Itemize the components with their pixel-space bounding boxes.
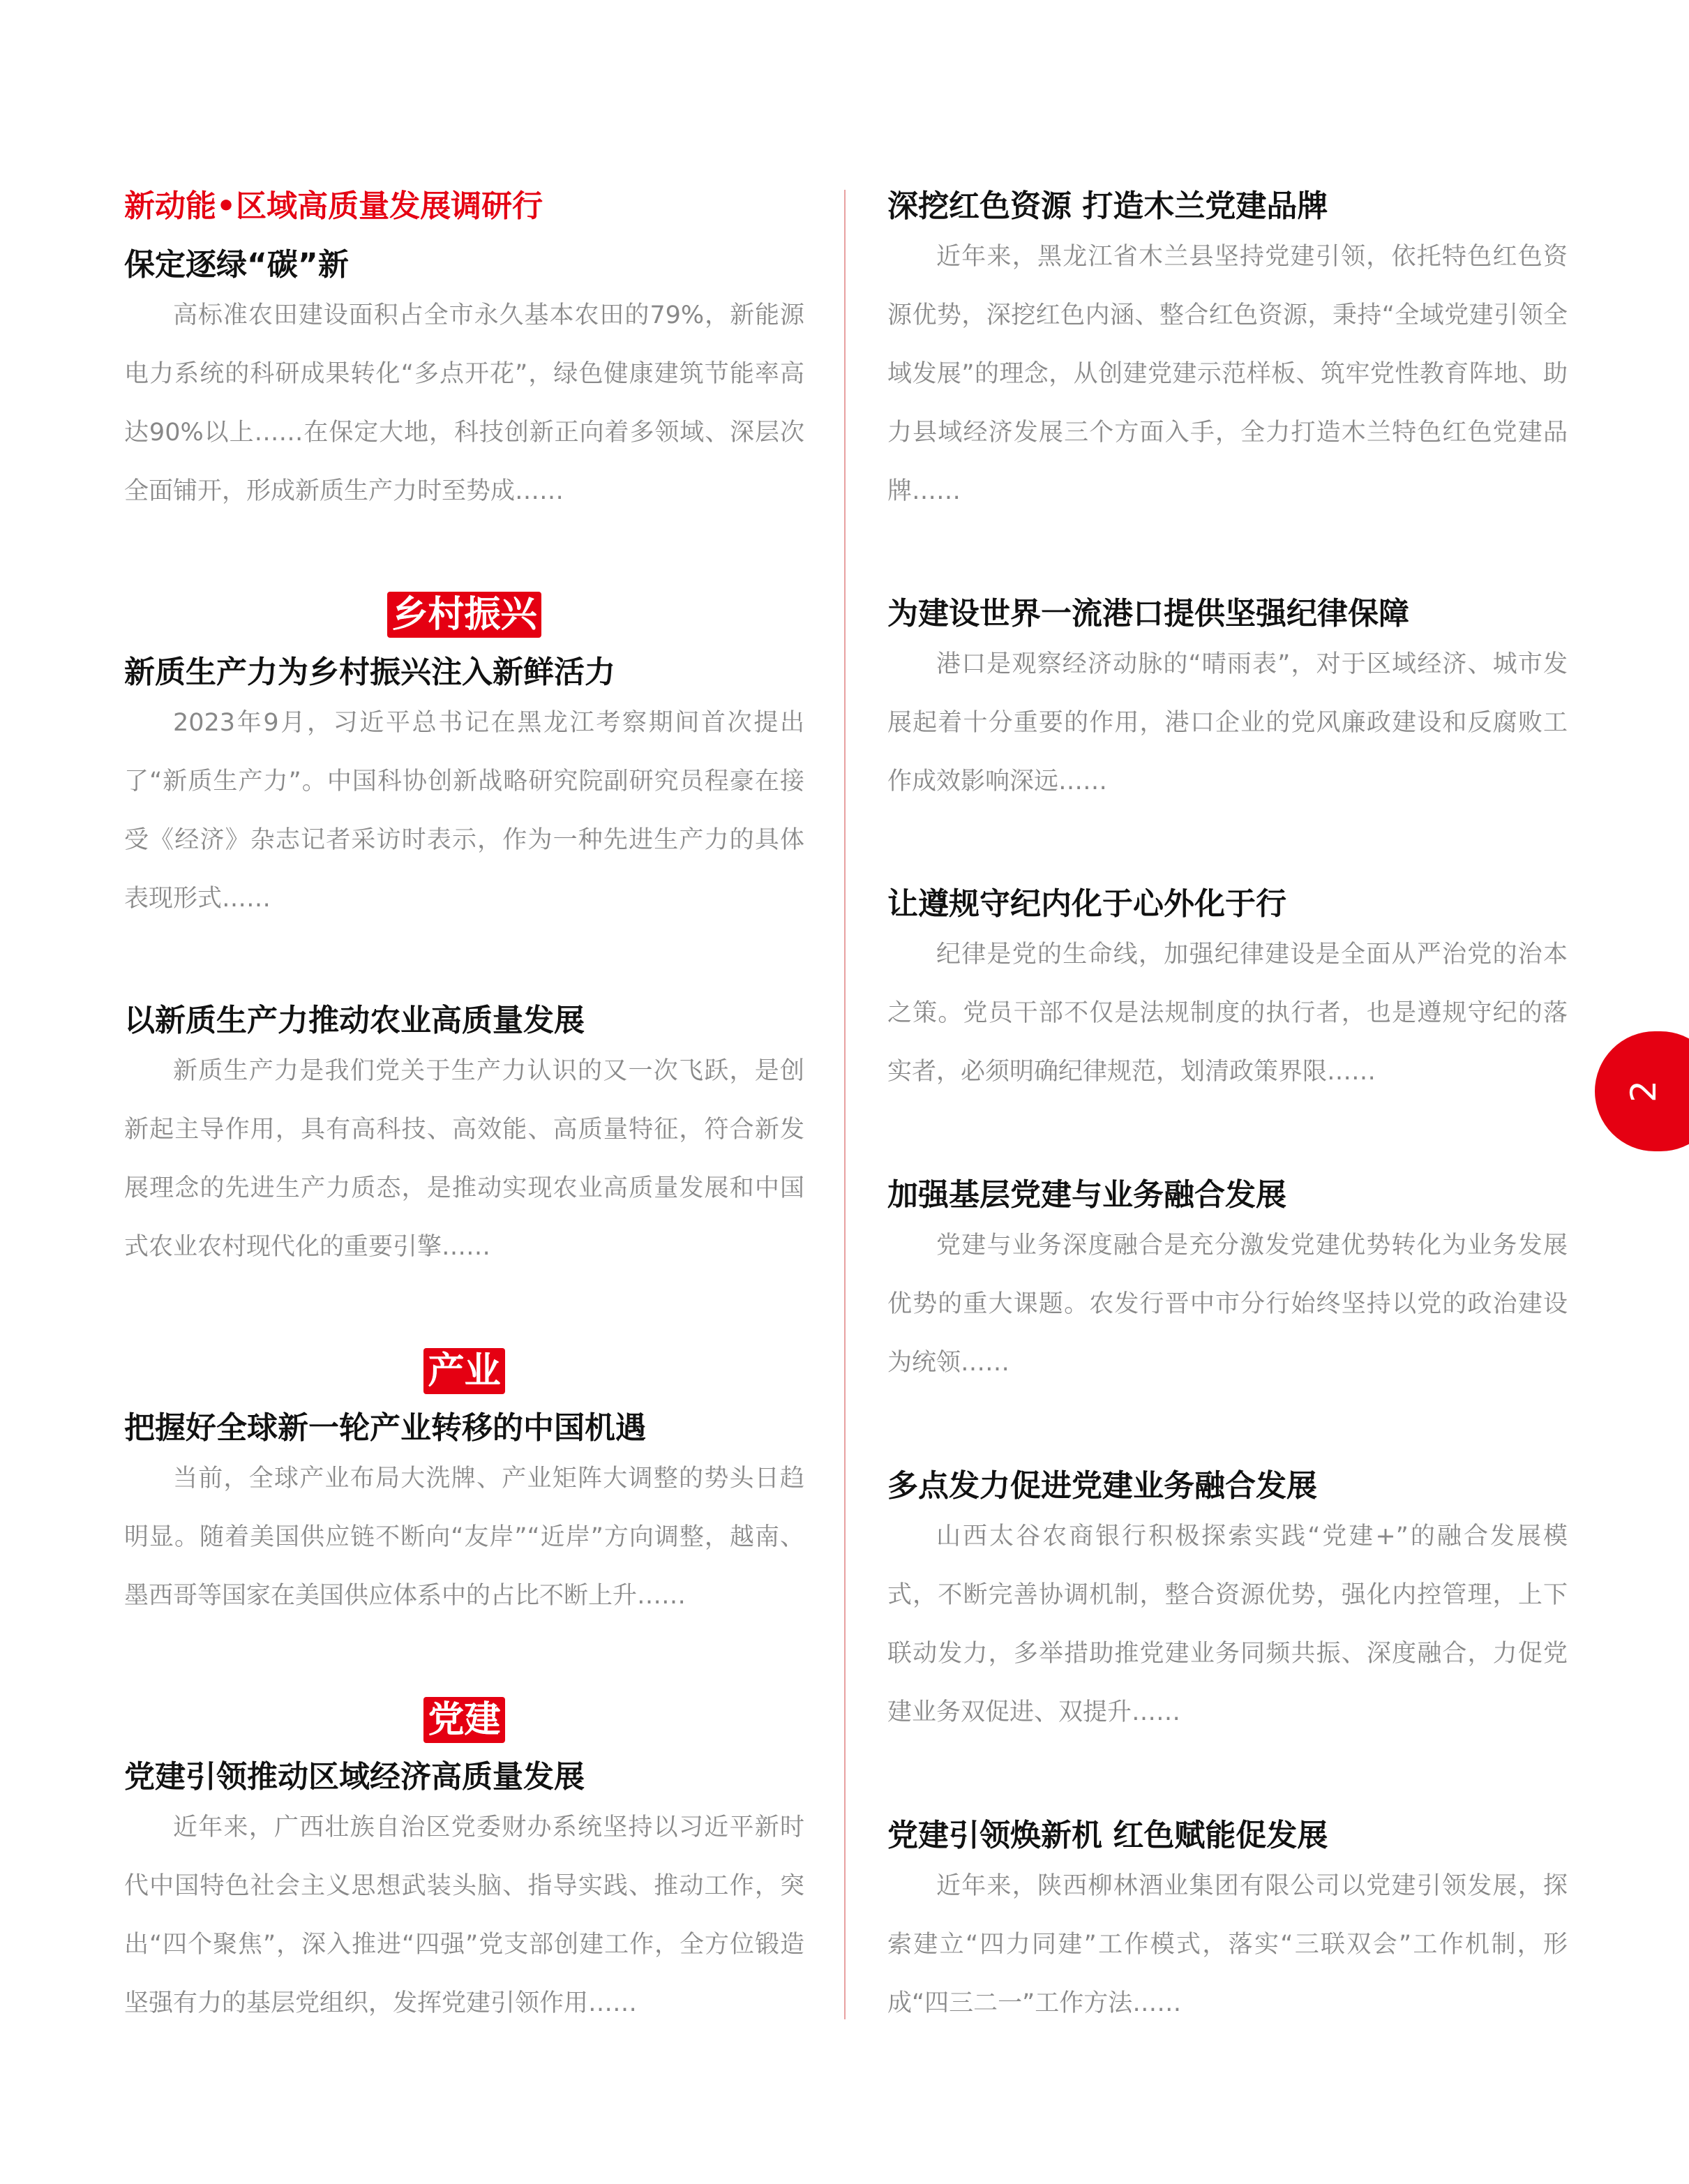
article-title[interactable]: 保定逐绿“碳”新 — [124, 247, 349, 283]
article-port-discipline[interactable] — [887, 593, 1568, 811]
article-title[interactable]: 加强基层党建与业务融合发展 — [887, 1177, 1286, 1213]
article-guangxi[interactable] — [124, 1756, 804, 2033]
article-summary: 近年来，黑龙江省木兰县坚持党建引领，依托特色红色资源优势，深挖红色内涵、整合红色资源，秉持“全域党建引领全域发展”的理念，从创建党建示范样板、筑牢党性教育阵地、助力县域经济发展三个方面入手，全力打造木兰特色红色党建品牌…… — [887, 243, 1568, 505]
section-tag-label: 乡村振兴 — [387, 592, 541, 638]
section-tag-party-building — [124, 1697, 804, 1743]
article-mulan[interactable] — [887, 186, 1568, 521]
article-grassroots[interactable] — [887, 1174, 1568, 1392]
section-tag-label: 党建 — [423, 1697, 504, 1743]
article-summary: 当前，全球产业布局大洗牌、产业矩阵大调整的势头日趋明显。随着美国供应链不断向“友岸”“近岸”方向调整，越南、墨西哥等国家在美国供应体系中的占比不断上升…… — [124, 1465, 804, 1610]
article-summary: 2023年9月，习近平总书记在黑龙江考察期间首次提出了“新质生产力”。中国科协创新战略研究院副研究员程豪在接受《经济》杂志记者采访时表示，作为一种先进生产力的具体表现形式…… — [124, 709, 804, 913]
section-tag-industry — [124, 1348, 804, 1394]
article-title[interactable]: 党建引领焕新机 红色赋能促发展 — [887, 1818, 1328, 1853]
article-summary: 近年来，陕西柳林酒业集团有限公司以党建引领发展，探索建立“四力同建”工作模式，落实“三联双会”工作机制，形成“四三二一”工作方法…… — [887, 1872, 1568, 2017]
article-rural-vitality[interactable] — [124, 652, 804, 928]
page-number-label: 2 — [1623, 1080, 1664, 1102]
column-kicker: 新动能•区域高质量发展调研行 — [124, 188, 543, 224]
article-summary: 近年来，广西壮族自治区党委财办系统坚持以习近平新时代中国特色社会主义思想武装头脑、指导实践、推动工作，突出“四个聚焦”，深入推进“四强”党支部创建工作，全方位锻造坚强有力的基层党组织，发挥党建引领作用…… — [124, 1813, 804, 2017]
article-title[interactable]: 深挖红色资源 打造木兰党建品牌 — [887, 188, 1328, 224]
article-industry-transfer[interactable] — [124, 1407, 804, 1625]
article-discipline[interactable] — [887, 883, 1568, 1101]
article-baoding[interactable] — [124, 244, 804, 521]
article-title[interactable]: 让遵规守纪内化于心外化于行 — [887, 886, 1286, 922]
article-summary: 新质生产力是我们党关于生产力认识的又一次飞跃，是创新起主导作用，具有高科技、高效能、高质量特征，符合新发展理念的先进生产力质态，是推动实现农业高质量发展和中国式农业农村现代化的重要引擎…… — [124, 1057, 804, 1261]
article-summary: 高标准农田建设面积占全市永久基本农田的79%，新能源电力系统的科研成果转化“多点开花”，绿色健康建筑节能率高达90%以上……在保定大地，科技创新正向着多领域、深层次全面铺开，形成新质生产力时至势成…… — [124, 301, 804, 505]
article-title[interactable]: 把握好全球新一轮产业转移的中国机遇 — [124, 1410, 646, 1446]
article-liulin[interactable] — [887, 1815, 1568, 2033]
article-title[interactable]: 党建引领推动区域经济高质量发展 — [124, 1759, 585, 1795]
article-title[interactable]: 为建设世界一流港口提供坚强纪律保障 — [887, 596, 1409, 631]
article-title[interactable]: 新质生产力为乡村振兴注入新鲜活力 — [124, 655, 615, 690]
article-summary: 纪律是党的生命线，加强纪律建设是全面从严治党的治本之策。党员干部不仅是法规制度的执行者，也是遵规守纪的落实者，必须明确纪律规范，划清政策界限…… — [887, 941, 1568, 1086]
article-agriculture[interactable] — [124, 1000, 804, 1276]
section-tag-rural-revitalization — [124, 592, 804, 638]
column-divider — [844, 190, 846, 2019]
section-tag-label: 产业 — [423, 1348, 504, 1394]
article-summary: 港口是观察经济动脉的“晴雨表”，对于区域经济、城市发展起着十分重要的作用，港口企业的党风廉政建设和反腐败工作成效影响深远…… — [887, 650, 1568, 795]
article-title[interactable]: 以新质生产力推动农业高质量发展 — [124, 1003, 585, 1038]
article-title[interactable]: 多点发力促进党建业务融合发展 — [887, 1468, 1317, 1504]
page-number — [1623, 1051, 1665, 1132]
article-summary: 山西太谷农商银行积极探索实践“党建+”的融合发展模式，不断完善协调机制，整合资源优势，强化内控管理，上下联动发力，多举措助推党建业务同频共振、深度融合，力促党建业务双促进、双提升…… — [887, 1523, 1568, 1726]
article-summary: 党建与业务深度融合是充分激发党建优势转化为业务发展优势的重大课题。农发行晋中市分行始终坚持以党的政治建设为统领…… — [887, 1232, 1568, 1377]
article-taigu[interactable] — [887, 1465, 1568, 1742]
column-kicker-block — [124, 186, 804, 227]
